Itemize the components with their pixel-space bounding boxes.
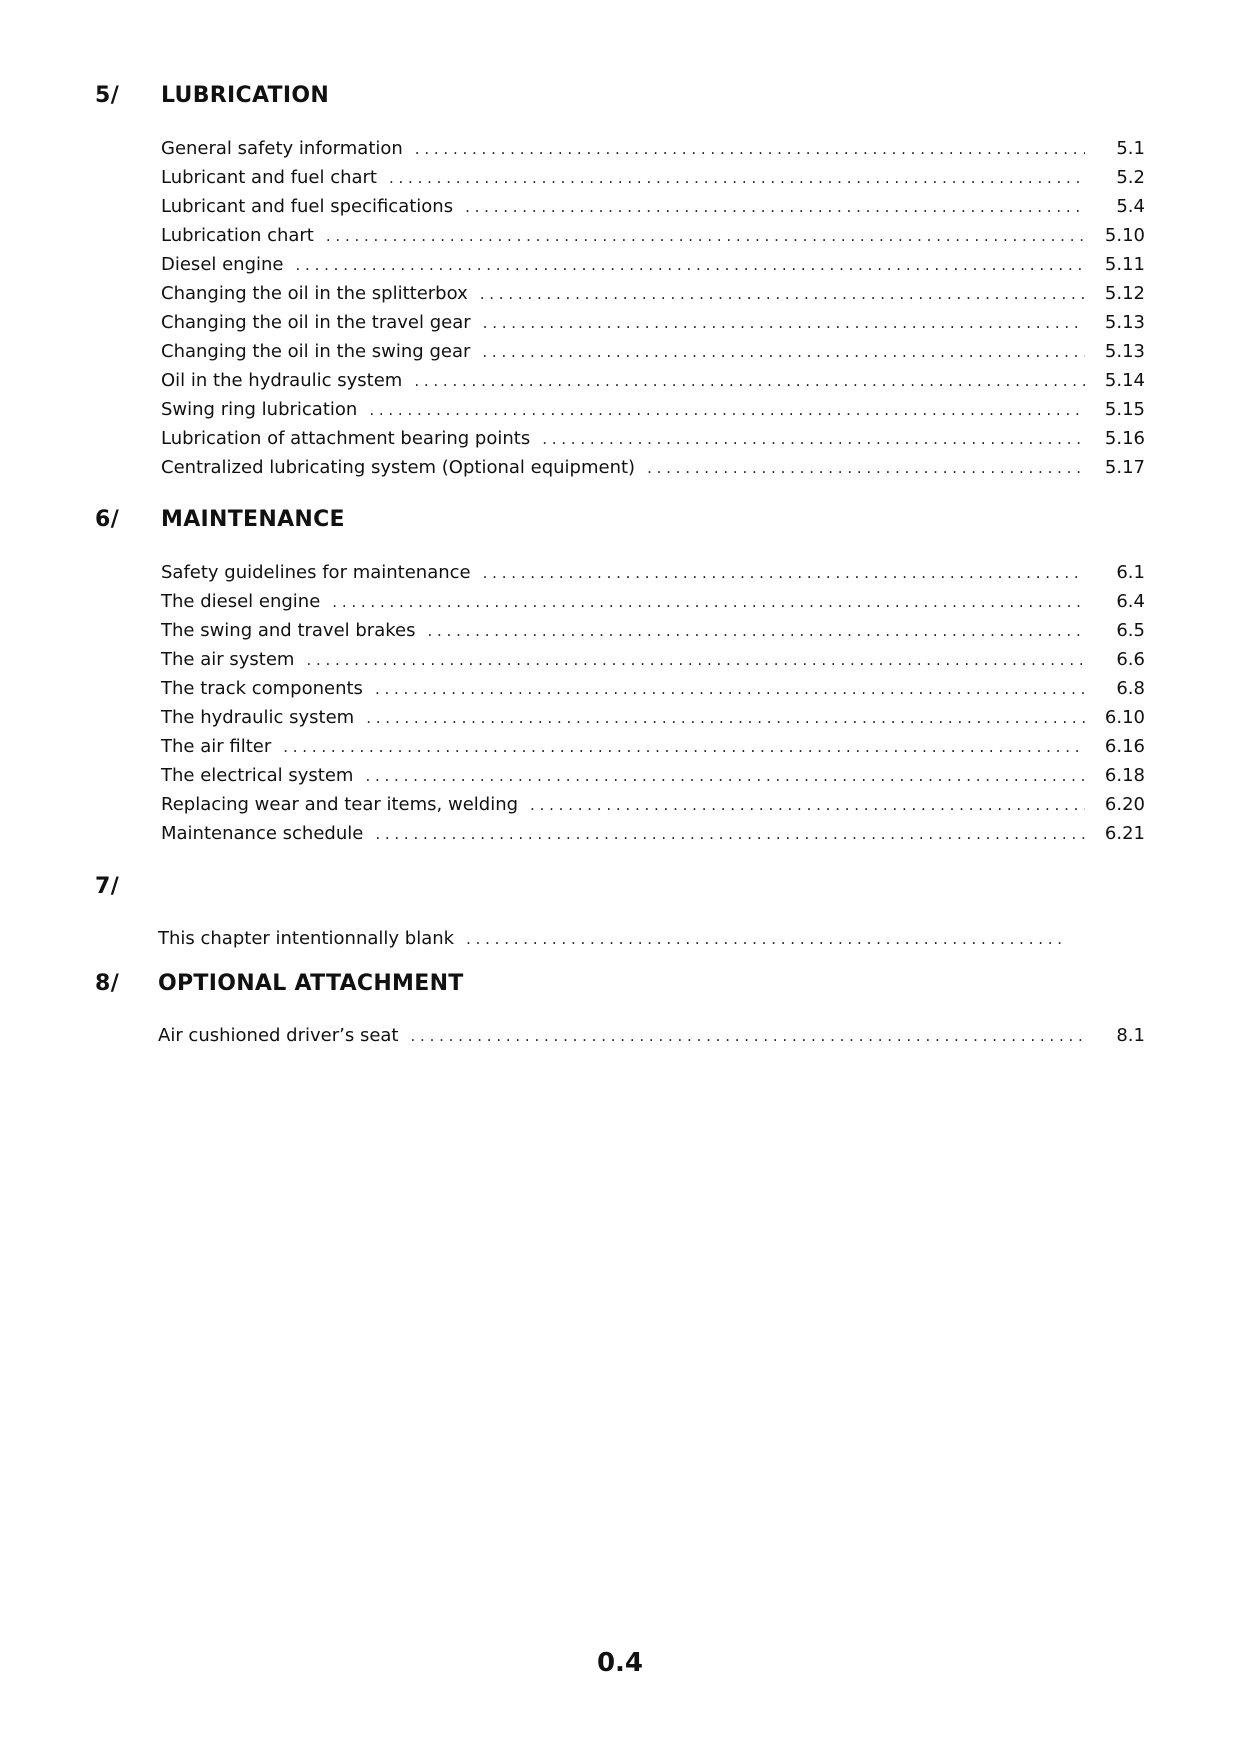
toc-entry-label: Diesel engine <box>161 254 284 275</box>
toc-entry-page: 6.10 <box>1104 707 1145 728</box>
chapter-8 <box>95 971 1145 1046</box>
toc-entry-label: The track components <box>161 678 363 699</box>
toc-entry-page: 5.14 <box>1104 370 1145 391</box>
chapter-number: 6/ <box>95 507 120 532</box>
chapter-5 <box>95 83 1145 478</box>
chapter-title: OPTIONAL ATTACHMENT <box>158 971 464 996</box>
toc-entry[interactable] <box>161 819 1145 848</box>
dot-leader <box>542 425 1085 454</box>
dot-leader <box>415 135 1085 164</box>
toc-entry-page: 5.17 <box>1104 457 1145 478</box>
toc-entry-page: 5.11 <box>1104 254 1145 275</box>
toc-entry[interactable] <box>161 790 1145 819</box>
toc-entry-page: 6.21 <box>1104 823 1145 844</box>
dot-leader <box>366 704 1085 733</box>
toc-entry[interactable] <box>161 337 1145 366</box>
toc-entry-label: The swing and travel brakes <box>161 620 416 641</box>
dot-leader <box>414 367 1085 396</box>
chapter-entries <box>161 134 1145 482</box>
toc-entry[interactable] <box>161 250 1145 279</box>
toc-entry-label: Replacing wear and tear items, welding <box>161 794 519 815</box>
dot-leader <box>530 791 1085 820</box>
chapter-title: MAINTENANCE <box>161 507 345 532</box>
toc-entry[interactable] <box>161 616 1145 645</box>
toc-entry-page: 5.15 <box>1104 399 1145 420</box>
toc-entry[interactable] <box>158 924 1125 953</box>
dot-leader <box>411 1022 1086 1051</box>
chapter-heading <box>95 507 1145 547</box>
dot-leader <box>466 925 1065 954</box>
toc-entry-page: 6.5 <box>1116 620 1145 641</box>
toc-entry-label: The diesel engine <box>161 591 321 612</box>
dot-leader <box>365 762 1085 791</box>
dot-leader <box>369 396 1085 425</box>
toc-entry-label: Changing the oil in the travel gear <box>161 312 471 333</box>
chapter-title: LUBRICATION <box>161 83 330 108</box>
toc-entry-page: 6.8 <box>1116 678 1145 699</box>
chapter-entries <box>158 1021 1145 1050</box>
dot-leader <box>375 675 1085 704</box>
toc-entry-page: 5.1 <box>1116 138 1145 159</box>
toc-entry-label: Changing the oil in the splitterbox <box>161 283 468 304</box>
toc-entry[interactable] <box>161 366 1145 395</box>
toc-entry[interactable] <box>161 645 1145 674</box>
dot-leader <box>427 617 1085 646</box>
page-number: 0.4 <box>596 1648 644 1678</box>
toc-entry[interactable] <box>161 703 1145 732</box>
toc-entry-page: 5.10 <box>1104 225 1145 246</box>
dot-leader <box>375 820 1085 849</box>
dot-leader <box>283 733 1085 762</box>
toc-entry[interactable] <box>158 1021 1145 1050</box>
dot-leader <box>480 280 1085 309</box>
toc-entry-page: 6.18 <box>1104 765 1145 786</box>
toc-entry[interactable] <box>161 558 1145 587</box>
chapter-heading <box>95 83 1145 123</box>
toc-entry-label: Air cushioned driver’s seat <box>158 1025 399 1046</box>
toc-entry-page: 5.2 <box>1116 167 1145 188</box>
toc-entry-label: General safety information <box>161 138 403 159</box>
toc-entry-label: Lubrication of attachment bearing points <box>161 428 531 449</box>
toc-entry-page: 5.16 <box>1104 428 1145 449</box>
dot-leader <box>483 559 1085 588</box>
toc-entry[interactable] <box>161 424 1145 453</box>
dot-leader <box>647 454 1085 483</box>
toc-entry[interactable] <box>161 395 1145 424</box>
toc-entry-page: 6.16 <box>1104 736 1145 757</box>
chapter-number: 7/ <box>95 874 120 899</box>
toc-entry-label: This chapter intentionnally blank <box>158 928 455 949</box>
chapter-heading <box>95 874 1145 914</box>
toc-entry[interactable] <box>161 279 1145 308</box>
toc-entry-page: 5.12 <box>1104 283 1145 304</box>
dot-leader <box>389 164 1085 193</box>
dot-leader <box>296 251 1085 280</box>
toc-entry[interactable] <box>161 732 1145 761</box>
chapter-7 <box>95 874 1145 949</box>
toc-entry-label: Oil in the hydraulic system <box>161 370 403 391</box>
toc-entry-label: Maintenance schedule <box>161 823 364 844</box>
toc-entry-label: Lubrication chart <box>161 225 314 246</box>
toc-entry[interactable] <box>161 134 1145 163</box>
dot-leader <box>483 309 1085 338</box>
toc-entry-page: 5.13 <box>1104 312 1145 333</box>
toc-entry-label: The air system <box>161 649 295 670</box>
chapter-6 <box>95 507 1145 844</box>
toc-entry-page: 6.6 <box>1116 649 1145 670</box>
chapter-entries <box>158 924 1125 953</box>
chapter-number: 8/ <box>95 971 120 996</box>
toc-entry-page: 6.4 <box>1116 591 1145 612</box>
toc-entry-label: The hydraulic system <box>161 707 355 728</box>
toc-entry-page: 5.4 <box>1116 196 1145 217</box>
toc-entry[interactable] <box>161 587 1145 616</box>
toc-entry-label: Changing the oil in the swing gear <box>161 341 471 362</box>
toc-entry[interactable] <box>161 192 1145 221</box>
toc-entry[interactable] <box>161 163 1145 192</box>
toc-entry[interactable] <box>161 761 1145 790</box>
toc-entry-page: 5.13 <box>1104 341 1145 362</box>
dot-leader <box>326 222 1085 251</box>
toc-entry-label: Safety guidelines for maintenance <box>161 562 471 583</box>
toc-entry[interactable] <box>161 674 1145 703</box>
toc-entry-label: Centralized lubricating system (Optional equipment) <box>161 457 636 478</box>
chapter-entries <box>161 558 1145 848</box>
toc-entry-page: 8.1 <box>1116 1025 1145 1046</box>
dot-leader <box>332 588 1085 617</box>
toc-entry[interactable] <box>161 221 1145 250</box>
toc-entry-page: 6.20 <box>1104 794 1145 815</box>
dot-leader <box>465 193 1085 222</box>
chapter-number: 5/ <box>95 83 120 108</box>
dot-leader <box>482 338 1085 367</box>
toc-entry-label: Lubricant and fuel specifications <box>161 196 454 217</box>
toc-entry[interactable] <box>161 308 1145 337</box>
toc-entry-label: The electrical system <box>161 765 354 786</box>
toc-entry-label: Swing ring lubrication <box>161 399 358 420</box>
toc-entry-page: 6.1 <box>1116 562 1145 583</box>
toc-entry-label: Lubricant and fuel chart <box>161 167 377 188</box>
toc-entry-label: The air filter <box>161 736 272 757</box>
toc-entry[interactable] <box>161 453 1145 482</box>
chapter-heading <box>95 971 1145 1011</box>
dot-leader <box>306 646 1085 675</box>
